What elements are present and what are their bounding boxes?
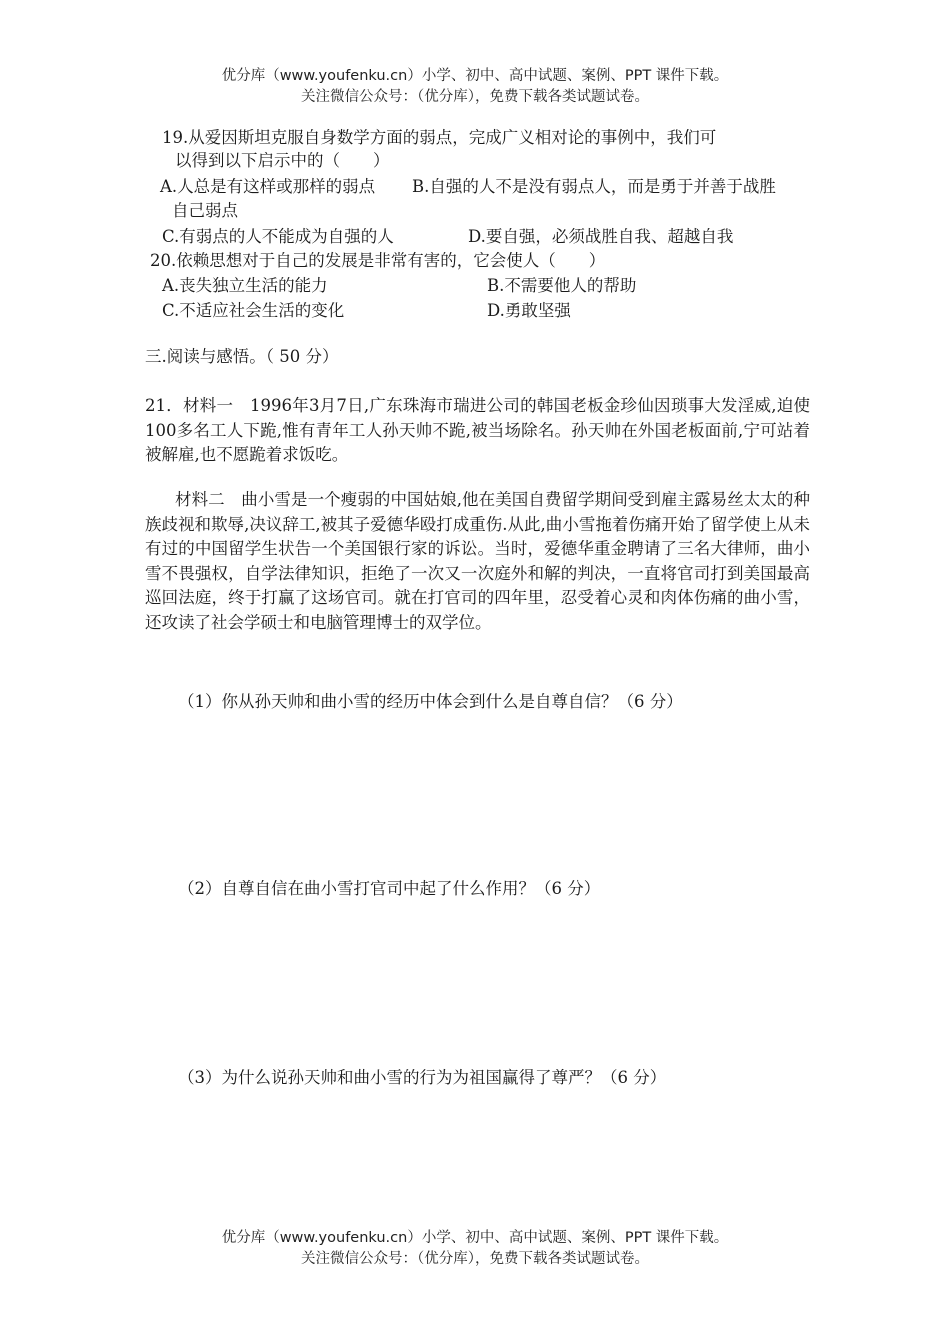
q19-stem-line-1: 19.从爱因斯坦克服自身数学方面的弱点，完成广义相对论的事例中，我们可 <box>162 128 717 147</box>
section-3-title: 三.阅读与感悟。（ 50 分） <box>145 347 339 366</box>
q21-sub-question-1: （1）你从孙天帅和曲小雪的经历中体会到什么是自尊自信？（6 分） <box>178 692 683 711</box>
q20-option-c: C.不适应社会生活的变化 <box>162 301 345 320</box>
q20-option-a: A.丧失独立生活的能力 <box>162 276 328 295</box>
page-header <box>0 66 950 108</box>
page-footer <box>0 1228 950 1270</box>
header-line-1: 优分库（www.youfenku.cn）小学、初中、高中试题、案例、PPT 课件下载。 <box>221 68 729 84</box>
q20-option-b: B.不需要他人的帮助 <box>487 276 637 295</box>
q21-sub-question-3: （3）为什么说孙天帅和曲小雪的行为为祖国赢得了尊严？（6 分） <box>178 1068 667 1087</box>
footer-line-2: 关注微信公众号：（优分库），免费下载各类试题试卷。 <box>301 1251 649 1267</box>
q20-option-d: D.勇敢坚强 <box>487 301 571 320</box>
q19-option-a: A.人总是有这样或那样的弱点 <box>160 177 376 196</box>
q20-stem: 20.依赖思想对于自己的发展是非常有害的，它会使人（ ） <box>150 251 606 270</box>
q21-sub-question-2: （2）自尊自信在曲小雪打官司中起了什么作用？（6 分） <box>178 879 601 898</box>
header-line-2: 关注微信公众号：（优分库），免费下载各类试题试卷。 <box>301 89 649 105</box>
q19-option-c: C.有弱点的人不能成为自强的人 <box>162 227 394 246</box>
q19-option-b-line-2: 自己弱点 <box>172 201 238 220</box>
q21-material-2: 材料二 曲小雪是一个瘦弱的中国姑娘,他在美国自费留学期间受到雇主露易丝太太的种族歧视和欺辱,决议辞工,被其子爱德华殴打成重伤.从此,曲小雪拖着伤痛开始了留学使上从未有过的中国留学生状告一个美国银行家的诉讼。当时，爱德华重金聘请了三名大律师，曲小雪不畏强权，自学法律知识，拒绝了一次又一次庭外和解的判决，一直将官司打到美国最高巡回法庭，终于打赢了这场官司。就在打官司的四年里，忍受着心灵和肉体伤痛的曲小雪，还攻读了社会学硕士和电脑管理博士的双学位。 <box>145 490 810 632</box>
q19-option-d: D.要自强，必须战胜自我、超越自我 <box>468 227 734 246</box>
q19-option-b-line-1: B.自强的人不是没有弱点人，而是勇于并善于战胜 <box>412 177 776 196</box>
footer-line-1: 优分库（www.youfenku.cn）小学、初中、高中试题、案例、PPT 课件下载。 <box>221 1230 729 1246</box>
q19-stem-line-2: 以得到以下启示中的（ ） <box>175 151 390 170</box>
q21-material-1: 21．材料一 1996年3月7日,广东珠海市瑞进公司的韩国老板金珍仙因琐事大发淫威,迫使100多名工人下跪,惟有青年工人孙天帅不跪,被当场除名。孙天帅在外国老板面前,宁可站着被解雇,也不愿跪着求饭吃。 <box>145 396 810 464</box>
